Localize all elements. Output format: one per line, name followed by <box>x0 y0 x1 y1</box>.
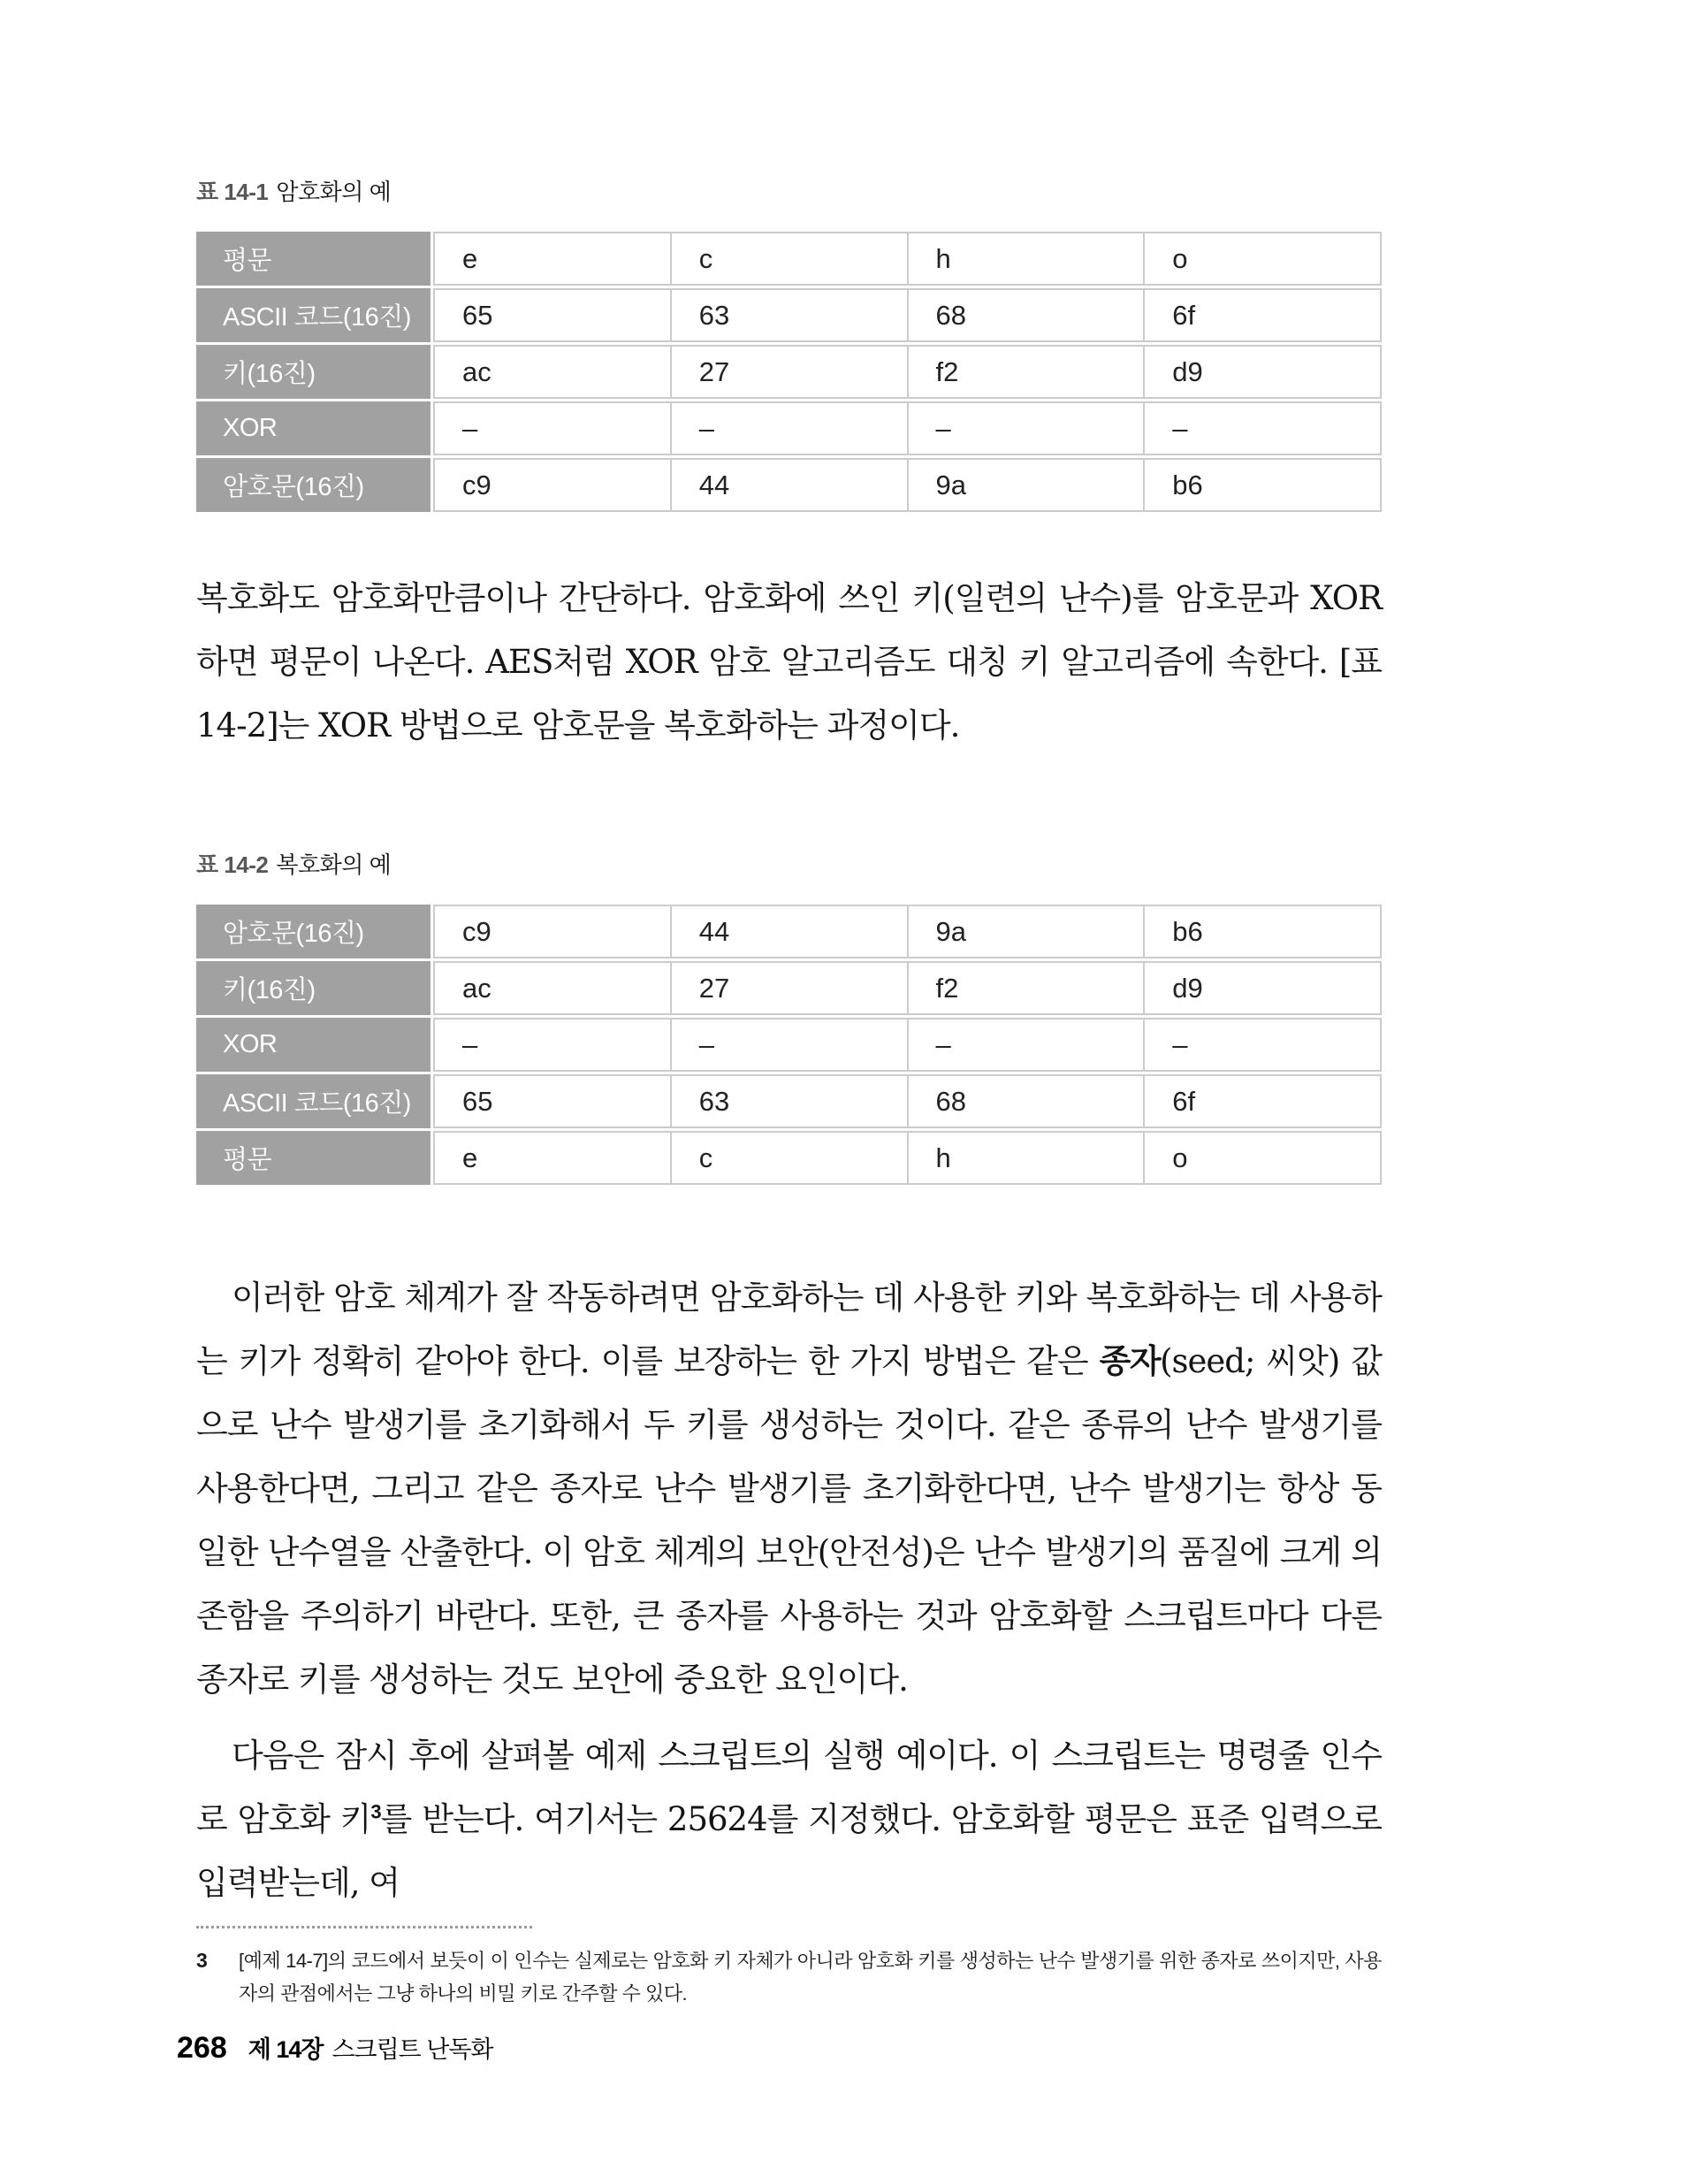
table-cell: c <box>670 233 907 284</box>
table-cell: e <box>462 1142 478 1173</box>
row-data <box>433 905 1382 958</box>
table-row <box>196 345 1382 399</box>
chapter-label: 제 14장 <box>248 2036 324 2063</box>
paragraph-text: 이러한 암호 체계가 잘 작동하려면 암호화하는 데 사용한 키와 복호화하는 데 사용하는 키가 정확히 같아야 한다. 이를 보장하는 한 가지 방법은 같은 <box>196 1279 1382 1380</box>
row-data <box>433 1018 1382 1072</box>
footnote-separator <box>196 1926 532 1928</box>
table-cell: – <box>1143 403 1380 454</box>
decryption-example-table <box>196 905 1382 1185</box>
table-cell: c9 <box>462 469 491 500</box>
table-cell: b6 <box>1143 460 1380 510</box>
paragraph-text: 다음은 잠시 후에 살펴볼 예제 스크립트의 실행 예이다. 이 스크립트는 명령줄 인수로 암호화 키 <box>196 1737 1382 1838</box>
table-cell: 65 <box>462 1085 493 1117</box>
table-caption-2 <box>196 850 1382 880</box>
body-paragraph-1: 복호화도 암호화만큼이나 간단하다. 암호화에 쓰인 키(일련의 난수)를 암호문과 XOR하면 평문이 나온다. AES처럼 XOR 암호 알고리즘도 대칭 키 알고리즘에 속한다. [표 14-2]는 XOR 방법으로 암호문을 복호화하는 과정이다. <box>196 579 1382 745</box>
page-footer <box>177 2030 493 2066</box>
row-data <box>433 458 1382 512</box>
page-content <box>196 0 1382 2010</box>
table-cell: 63 <box>670 290 907 340</box>
table-cell: 9a <box>907 460 1144 510</box>
table-row <box>196 905 1382 958</box>
caption-text: 암호화의 예 <box>276 179 392 205</box>
table-cell: o <box>1143 233 1380 284</box>
table-caption-1 <box>196 177 1382 207</box>
table-cell: c <box>670 1133 907 1183</box>
table-cell: – <box>670 1019 907 1070</box>
table-cell: – <box>462 412 478 444</box>
table-row <box>196 1074 1382 1128</box>
table-cell: 68 <box>907 290 1144 340</box>
row-header-cell: ASCII 코드(16진) <box>196 288 430 342</box>
table-cell: ac <box>462 355 491 387</box>
row-header-cell: ASCII 코드(16진) <box>196 1074 430 1128</box>
row-data <box>433 401 1382 455</box>
chapter-title: 스크립트 난독화 <box>331 2036 493 2063</box>
table-cell: e <box>462 242 478 274</box>
caption-label: 표 14-2 <box>196 851 269 878</box>
table-cell: – <box>907 403 1144 454</box>
row-data <box>433 1074 1382 1128</box>
table-cell: h <box>907 233 1144 284</box>
row-header-cell: 평문 <box>196 232 430 286</box>
row-data <box>433 232 1382 286</box>
table-cell: h <box>907 1133 1144 1183</box>
paragraph-text: (seed; 씨앗) 값으로 난수 발생기를 초기화해서 두 키를 생성하는 것이다. 같은 종류의 난수 발생기를 사용한다면, 그리고 같은 종자로 난수 발생기를 초기화한다면, 난수 발생기는 항상 동일한 난수열을 산출한다. 이 암호 체계의 보안(안전성)은 난수 발생기의 품질에 크게 의존함을 주의하기 바란다. 또한, 큰 종자를 사용하는 것과 암호화할 스크립트마다 다른 종자로 키를 생성하는 것도 보안에 중요한 요인이다. <box>196 1342 1382 1699</box>
table-row <box>196 1131 1382 1185</box>
table-cell: 68 <box>907 1076 1144 1126</box>
footnote-number: 3 <box>196 1949 208 1972</box>
page-number: 268 <box>177 2031 227 2065</box>
row-data <box>433 1131 1382 1185</box>
table-cell: 63 <box>670 1076 907 1126</box>
emphasis-term: 종자 <box>1099 1343 1161 1379</box>
footnote <box>196 1944 1382 2010</box>
table-cell: 44 <box>670 460 907 510</box>
encryption-example-table <box>196 232 1382 512</box>
footnote-text: [예제 14-7]의 코드에서 보듯이 이 인수는 실제로는 암호화 키 자체가 아니라 암호화 키를 생성하는 난수 발생기를 위한 종자로 쓰이지만, 사용자의 관점에서는 그냥 하나의 비밀 키로 간주할 수 있다. <box>239 1950 1382 2005</box>
table-row <box>196 401 1382 455</box>
body-paragraph-2 <box>196 1266 1382 1712</box>
row-header-cell: 키(16진) <box>196 961 430 1015</box>
table-cell: f2 <box>907 963 1144 1013</box>
footnote-reference: 3 <box>370 1800 381 1823</box>
table-cell: – <box>670 403 907 454</box>
table-row <box>196 232 1382 286</box>
table-cell: – <box>1143 1019 1380 1070</box>
row-data <box>433 288 1382 342</box>
table-row <box>196 961 1382 1015</box>
table-cell: 27 <box>670 963 907 1013</box>
row-header-cell: 평문 <box>196 1131 430 1185</box>
table-cell: 9a <box>907 906 1144 957</box>
table-cell: o <box>1143 1133 1380 1183</box>
table-row <box>196 458 1382 512</box>
table-cell: 44 <box>670 906 907 957</box>
table-cell: ac <box>462 972 491 1004</box>
row-header-cell: XOR <box>196 1018 430 1072</box>
table-cell: f2 <box>907 347 1144 397</box>
table-cell: 65 <box>462 299 493 331</box>
table-cell: d9 <box>1143 963 1380 1013</box>
row-header-cell: 암호문(16진) <box>196 905 430 958</box>
table-cell: d9 <box>1143 347 1380 397</box>
row-header-cell: 암호문(16진) <box>196 458 430 512</box>
table-cell: – <box>907 1019 1144 1070</box>
table-cell: c9 <box>462 915 491 947</box>
caption-text: 복호화의 예 <box>276 851 392 878</box>
row-header-cell: 키(16진) <box>196 345 430 399</box>
table-cell: 27 <box>670 347 907 397</box>
table-row <box>196 1018 1382 1072</box>
row-header-cell: XOR <box>196 401 430 455</box>
body-paragraph-3 <box>196 1724 1382 1915</box>
table-cell: 6f <box>1143 1076 1380 1126</box>
table-cell: – <box>462 1028 478 1060</box>
paragraph-text: 를 받는다. 여기서는 25624를 지정했다. 암호화할 평문은 표준 입력으로 입력받는데, 여 <box>196 1800 1383 1902</box>
table-cell: 6f <box>1143 290 1380 340</box>
row-data <box>433 961 1382 1015</box>
caption-label: 표 14-1 <box>196 179 269 205</box>
row-data <box>433 345 1382 399</box>
table-cell: b6 <box>1143 906 1380 957</box>
table-row <box>196 288 1382 342</box>
